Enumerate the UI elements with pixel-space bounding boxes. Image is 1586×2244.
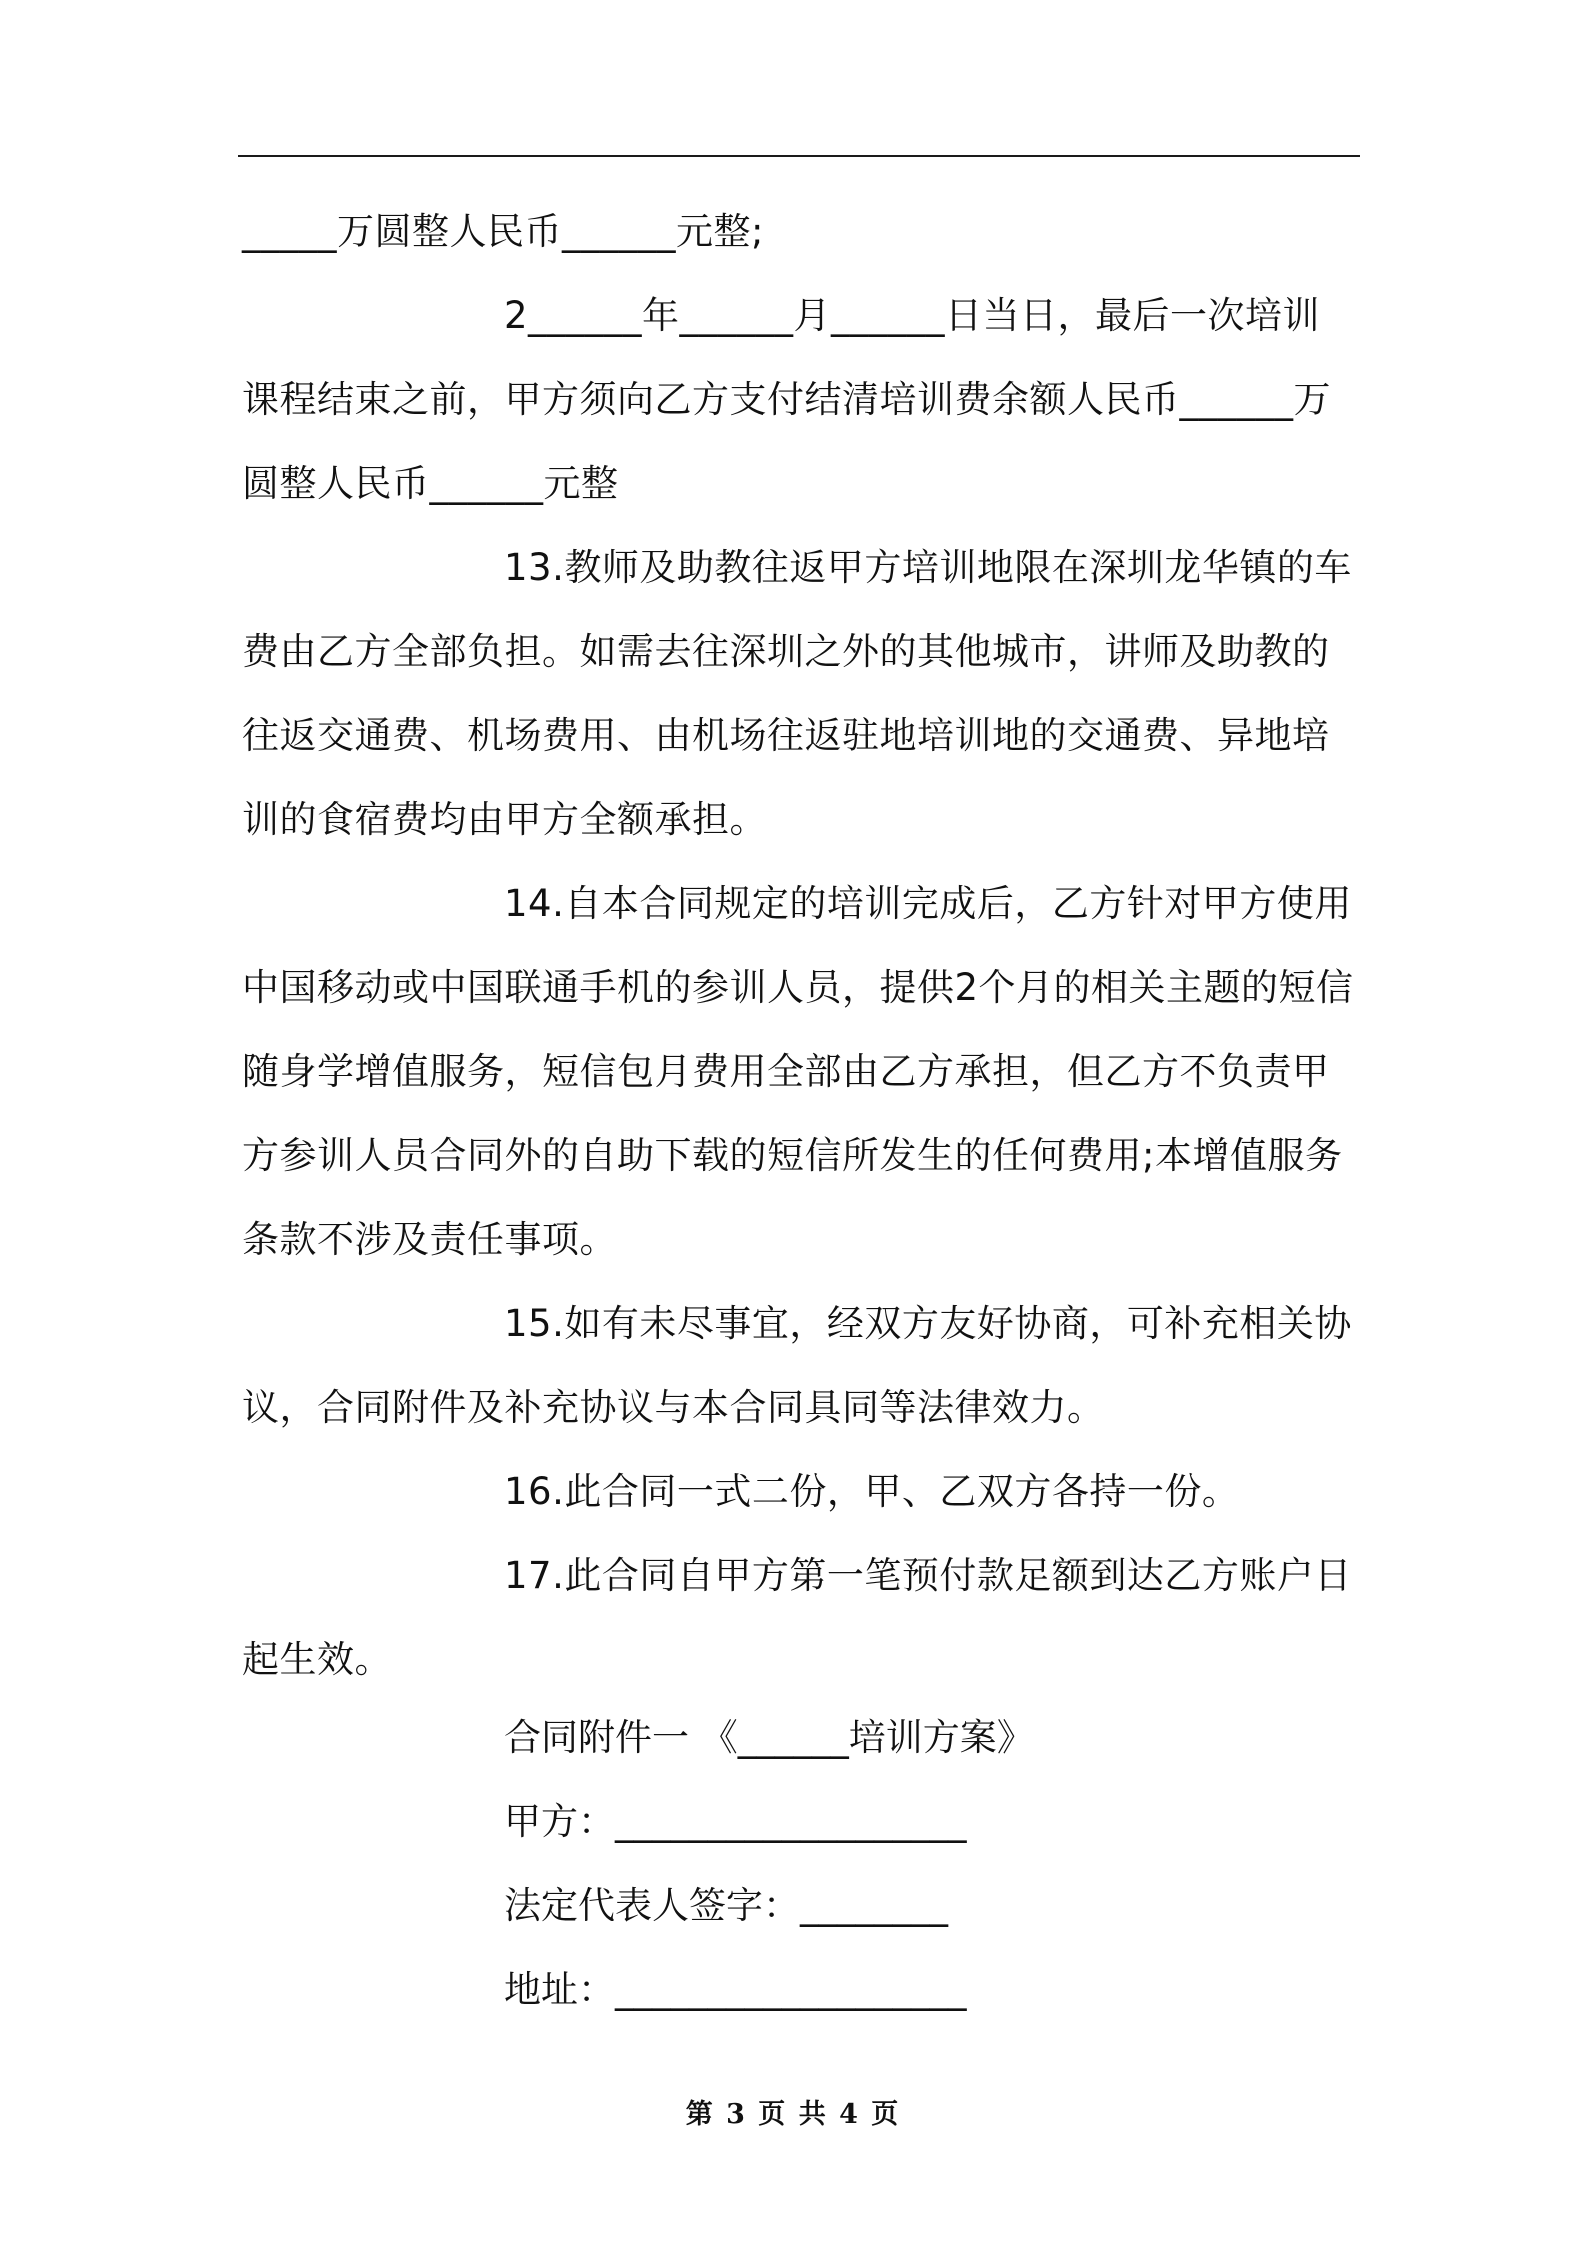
paragraph-clause-15: 15.如有未尽事宜，经双方友好协商，可补充相关协议，合同附件及补充协议与本合同具同等法律效力。 bbox=[242, 1302, 1352, 1429]
paragraph-clause-13: 13.教师及助教往返甲方培训地限在深圳龙华镇的车费由乙方全部负担。如需去往深圳之外的其他城市，讲师及助教的往返交通费、机场费用、由机场往返驻地培训地的交通费、异地培训的食宿费均由甲方全额承担。 bbox=[242, 546, 1352, 841]
page-footer: 第 3 页 共 4 页 bbox=[685, 2099, 901, 2130]
paragraph-final-payment: 2______年______月______日当日，最后一次培训课程结束之前，甲方须向乙方支付结清培训费余额人民币______万圆整人民币______元整 bbox=[242, 294, 1331, 505]
signature-block bbox=[504, 1696, 1364, 2032]
attachment-line: 合同附件一 《______培训方案》 bbox=[504, 1716, 1034, 1759]
paragraph-clause-17: 17.此合同自甲方第一笔预付款足额到达乙方账户日起生效。 bbox=[242, 1554, 1352, 1681]
paragraph-clause-14: 14.自本合同规定的培训完成后，乙方针对甲方使用中国移动或中国联通手机的参训人员，提供2个月的相关主题的短信随身学增值服务，短信包月费用全部由乙方承担，但乙方不负责甲方参训人员合同外的自助下载的短信所发生的任何费用;本增值服务条款不涉及责任事项。 bbox=[242, 882, 1354, 1261]
party-a-line: 甲方：___________________ bbox=[504, 1800, 967, 1843]
paragraph-payment-remainder: _____万圆整人民币______元整; bbox=[242, 210, 764, 253]
legal-rep-line: 法定代表人签字：________ bbox=[504, 1884, 948, 1927]
address-line: 地址：___________________ bbox=[504, 1968, 967, 2011]
contract-body bbox=[242, 190, 1357, 1702]
header-rule bbox=[238, 155, 1360, 157]
paragraph-clause-16: 16.此合同一式二份，甲、乙双方各持一份。 bbox=[504, 1470, 1240, 1513]
